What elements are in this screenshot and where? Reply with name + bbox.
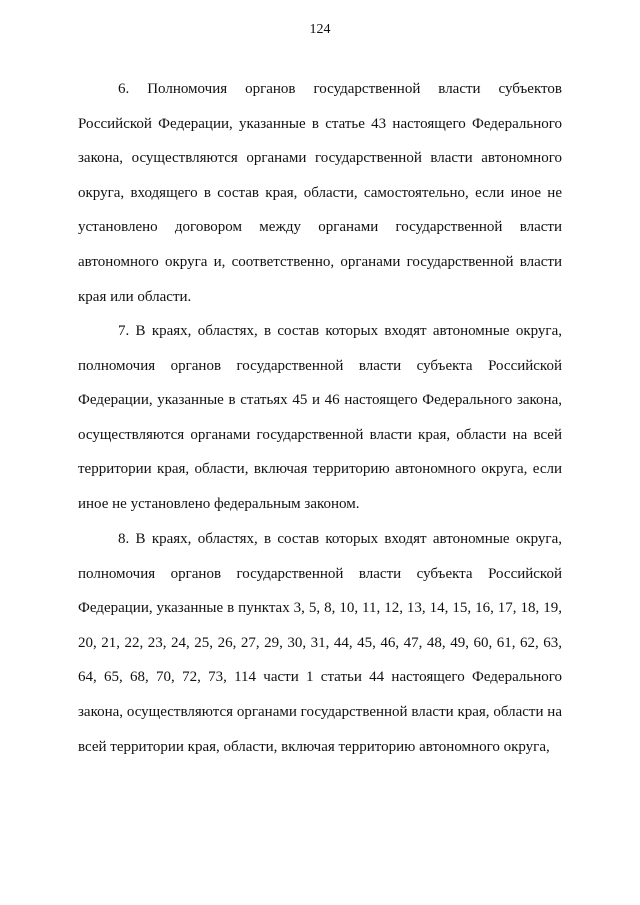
page-number: 124 bbox=[309, 22, 331, 37]
paragraph-6: 6. Полномочия органов государственной власти субъектов Российской Федерации, указанные в статье 43 настоящего Федерального закона, осуществляются органами государственной власти автономного округа, входящего в состав края, области, самостоятельно, если иное не установлено договором между органами государственной власти автономного округа и, соответственно, органами государственной власти края или области. bbox=[78, 81, 562, 305]
paragraph-8: 8. В краях, областях, в состав которых входят автономные округа, полномочия органов государственной власти субъекта Российской Федерации, указанные в пунктах 3, 5, 8, 10, 11, 12, 13, 14, 15, 16, 17, 18, 19, 20, 21, 22, 23, 24, 25, 26, 27, 29, 30, 31, 44, 45, 46, 47, 48, 49, 60, 61, 62, 63, 64, 65, 68, 70, 72, 73, 114 части 1 статьи 44 настоящего Федерального закона, осуществляются органами государственной власти края, области на всей территории края, области, включая территорию автономного округа, bbox=[78, 531, 562, 755]
document-body bbox=[78, 72, 562, 764]
paragraph-7: 7. В краях, областях, в состав которых входят автономные округа, полномочия органов государственной власти субъекта Российской Федерации, указанные в статьях 45 и 46 настоящего Федерального закона, осуществляются органами государственной власти края, области на всей территории края, области, включая территорию автономного округа, если иное не установлено федеральным законом. bbox=[78, 323, 562, 512]
